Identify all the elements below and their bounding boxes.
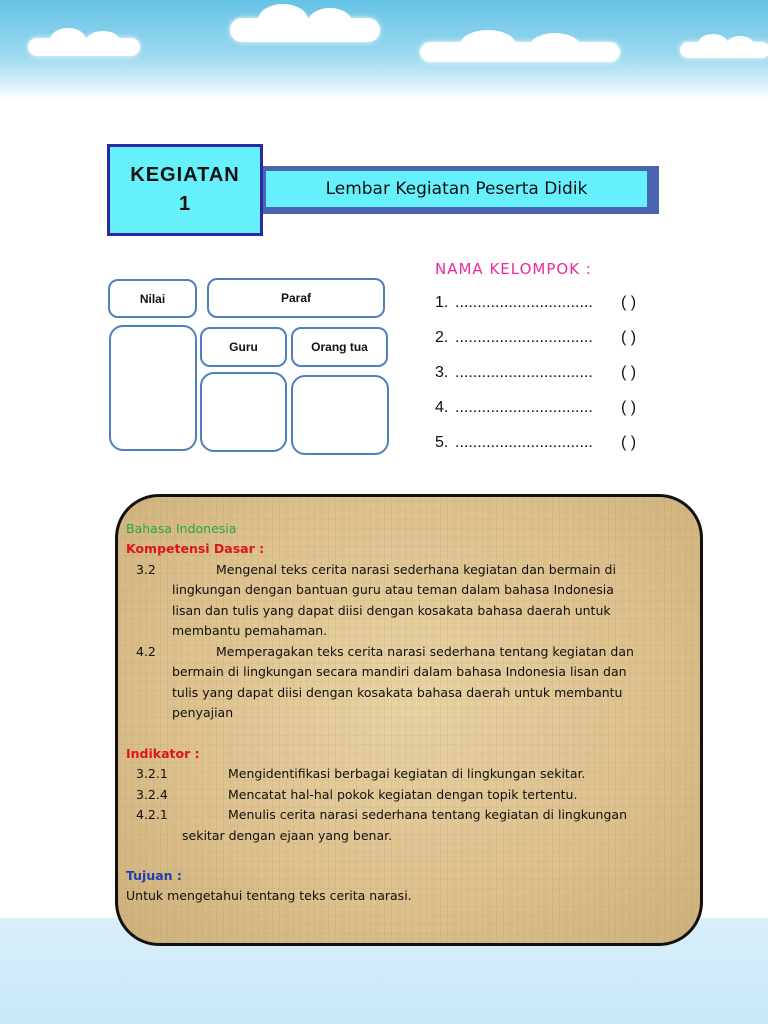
group-member-row[interactable] <box>435 434 665 469</box>
tujuan-heading: Tujuan : <box>126 868 182 883</box>
kegiatan-label: KEGIATAN <box>130 164 240 186</box>
kd-text: lisan dan tulis yang dapat diisi dengan kosakata bahasa daerah untuk <box>172 603 611 618</box>
kd-number: 4.2 <box>136 644 156 659</box>
cloud-decoration <box>680 42 768 58</box>
indikator-text: Mengidentifikasi berbagai kegiatan di lingkungan sekitar. <box>228 766 586 781</box>
indikator-number: 3.2.4 <box>136 787 168 802</box>
kegiatan-badge <box>107 144 263 236</box>
member-absen-blank[interactable]: ( ) <box>621 364 637 381</box>
kompetensi-dasar-heading: Kompetensi Dasar : <box>126 541 265 556</box>
indikator-heading: Indikator : <box>126 746 200 761</box>
kd-text: lingkungan dengan bantuan guru atau teman dalam bahasa Indonesia <box>172 582 614 597</box>
guru-signature-box[interactable] <box>200 372 287 452</box>
member-absen-blank[interactable]: ( ) <box>621 399 637 416</box>
indikator-text: Menulis cerita narasi sederhana tentang kegiatan di lingkungan <box>228 807 627 822</box>
member-name-blank[interactable]: ............................... <box>455 294 593 311</box>
tujuan-text: Untuk mengetahui tentang teks cerita narasi. <box>126 888 412 903</box>
learning-objectives-panel <box>115 494 703 946</box>
member-number: 4. <box>435 399 449 416</box>
sky-header-background <box>0 0 768 100</box>
orang-tua-header: Orang tua <box>291 327 388 367</box>
nama-kelompok-title: NAMA KELOMPOK : <box>435 260 592 278</box>
member-absen-blank[interactable]: ( ) <box>621 434 637 451</box>
paraf-header: Paraf <box>207 278 385 318</box>
cloud-decoration <box>28 38 140 56</box>
kd-text: penyajian <box>172 705 234 720</box>
orang-tua-signature-box[interactable] <box>291 375 389 455</box>
nilai-value-box[interactable] <box>109 325 197 451</box>
subject-heading: Bahasa Indonesia <box>126 521 237 536</box>
cloud-decoration <box>230 18 380 42</box>
member-number: 5. <box>435 434 449 451</box>
group-member-row[interactable] <box>435 329 665 364</box>
group-member-row[interactable] <box>435 364 665 399</box>
kd-number: 3.2 <box>136 562 156 577</box>
member-name-blank[interactable]: ............................... <box>455 329 593 346</box>
kd-text: membantu pemahaman. <box>172 623 328 638</box>
indikator-number: 3.2.1 <box>136 766 168 781</box>
indikator-text: sekitar dengan ejaan yang benar. <box>182 828 393 843</box>
member-name-blank[interactable]: ............................... <box>455 434 593 451</box>
indikator-text: Mencatat hal-hal pokok kegiatan dengan topik tertentu. <box>228 787 578 802</box>
kegiatan-number: 1 <box>178 193 192 215</box>
cloud-decoration <box>420 42 620 62</box>
kd-text: bermain di lingkungan secara mandiri dalam bahasa Indonesia lisan dan <box>172 664 627 679</box>
worksheet-title-bar <box>263 166 659 214</box>
worksheet-title: Lembar Kegiatan Peserta Didik <box>266 171 647 207</box>
member-absen-blank[interactable]: ( ) <box>621 329 637 346</box>
member-absen-blank[interactable]: ( ) <box>621 294 637 311</box>
kd-text: Memperagakan teks cerita narasi sederhana tentang kegiatan dan <box>216 644 634 659</box>
member-name-blank[interactable]: ............................... <box>455 399 593 416</box>
member-number: 2. <box>435 329 449 346</box>
nilai-header: Nilai <box>108 279 197 318</box>
member-number: 1. <box>435 294 449 311</box>
group-member-row[interactable] <box>435 399 665 434</box>
indikator-number: 4.2.1 <box>136 807 168 822</box>
member-number: 3. <box>435 364 449 381</box>
kd-text: Mengenal teks cerita narasi sederhana kegiatan dan bermain di <box>216 562 616 577</box>
guru-header: Guru <box>200 327 287 367</box>
member-name-blank[interactable]: ............................... <box>455 364 593 381</box>
group-member-row[interactable] <box>435 294 665 329</box>
group-member-list <box>435 294 665 469</box>
kd-text: tulis yang dapat diisi dengan kosakata bahasa daerah untuk membantu <box>172 685 623 700</box>
